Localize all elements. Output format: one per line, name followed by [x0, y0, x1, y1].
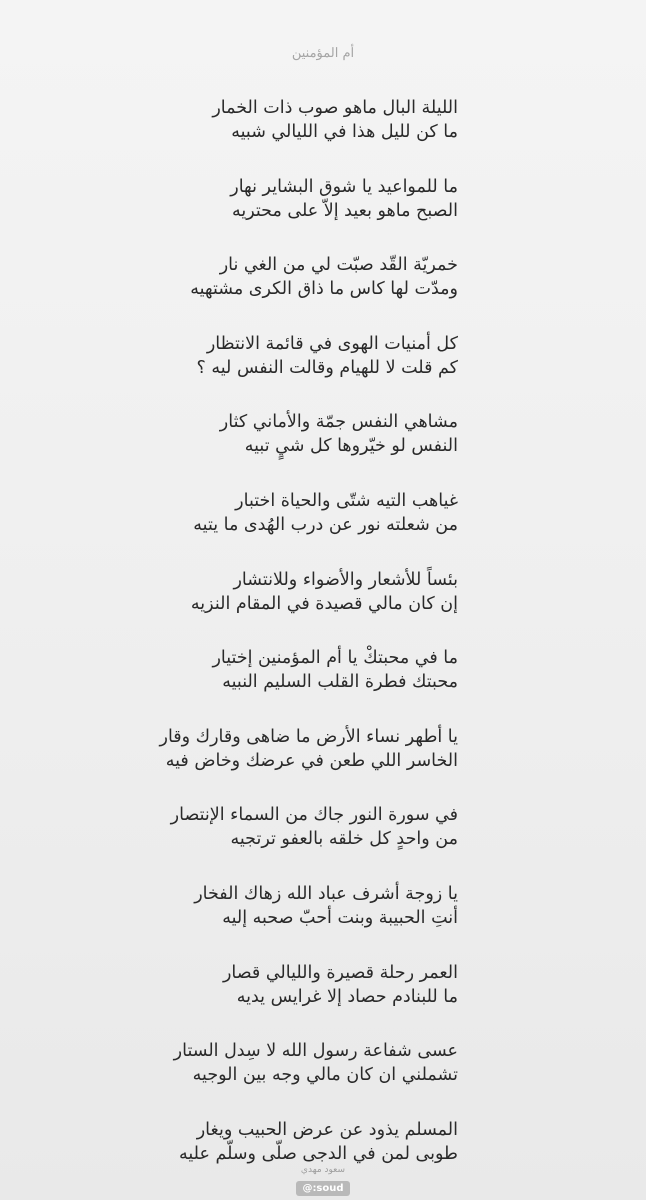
author-handle: @:soud [296, 1181, 349, 1196]
stanza [128, 568, 458, 647]
verse-line: الصبح ماهو بعيد إلاّ على محتريه [231, 200, 458, 221]
verse-line: عسى شفاعة رسول الله لا سِدل الستار [173, 1041, 458, 1062]
verse-line: غياهب التيه شتّى والحياة اختبار [235, 490, 458, 511]
stanza [128, 253, 458, 332]
verse-line: أنتِ الحبيبة وبنت أحبّ صحبه إليه [222, 907, 458, 928]
verse-line: إن كان مالي قصيدة في المقام النزيه [190, 593, 458, 614]
verse-line: يا أطهر نساء الأرض ما ضاهى وقارك وقار [159, 726, 458, 747]
verse-line: من واحدٍ كل خلقه بالعفو ترتجيه [230, 829, 458, 850]
verse-line: تشملني ان كان مالي وجه بين الوجيه [192, 1065, 458, 1086]
stanza [128, 489, 458, 568]
verse-line: ما في محبتكْ يا أم المؤمنين إختيار [212, 648, 458, 669]
verse-line: كل أمنيات الهوى في قائمة الانتظار [206, 333, 458, 354]
author-name: سعود مهدي [300, 1165, 346, 1175]
stanza [128, 96, 458, 175]
signature [0, 1164, 646, 1196]
verse-line: من شعلته نور عن درب الهُدى ما يتيه [193, 514, 458, 535]
stanza [128, 646, 458, 725]
stanza [128, 725, 458, 804]
verse-line: طوبى لمن في الدجى صلّى وسلّم عليه [178, 1143, 458, 1164]
stanza [128, 961, 458, 1040]
verse-line: ما كن لليل هذا في الليالي شبيه [231, 122, 458, 142]
stanza [128, 410, 458, 489]
verse-line: بئساً للأشعار والأضواء وللانتشار [233, 569, 458, 590]
verse-line: يا زوجة أشرف عباد الله زهاك الفخار [194, 883, 458, 904]
stanza [128, 332, 458, 411]
verse-line: الخاسر اللي طعن في عرضك وخاض فيه [165, 750, 458, 771]
verse-line: خمريّة القّد صبّت لي من الغي نار [219, 255, 458, 276]
verse-line: كم قلت لا للهيام وقالت النفس ليه ؟ [196, 357, 458, 378]
poem-title: أم المؤمنين [291, 46, 355, 61]
verse-line: الليلة البال ماهو صوب ذات الخمار [212, 98, 458, 118]
stanza [128, 803, 458, 882]
verse-line: في سورة النور جاك من السماء الإنتصار [170, 805, 458, 826]
verse-line: ومدّت لها كاس ما ذاق الكرى مشتهيه [190, 279, 458, 300]
stanza [128, 882, 458, 961]
verse-line: النفس لو خيّروها كل شيٍ تبيه [244, 436, 458, 457]
verse-line: المسلم يذود عن عرض الحبيب ويغار [196, 1119, 458, 1140]
verse-line: مشاهي النفس جمّة والأماني كثار [219, 412, 458, 433]
verse-line: العمر رحلة قصيرة والليالي قصار [222, 962, 458, 983]
verse-line: محبتك فطرة القلب السليم النبيه [222, 672, 458, 693]
verse-line: ما للمواعيد يا شوق البشاير نهار [230, 176, 458, 197]
verse-line: ما للبنادم حصاد إلا غرايس يديه [236, 986, 458, 1007]
poem-body [128, 96, 458, 1196]
stanza [128, 1039, 458, 1118]
stanza [128, 175, 458, 254]
